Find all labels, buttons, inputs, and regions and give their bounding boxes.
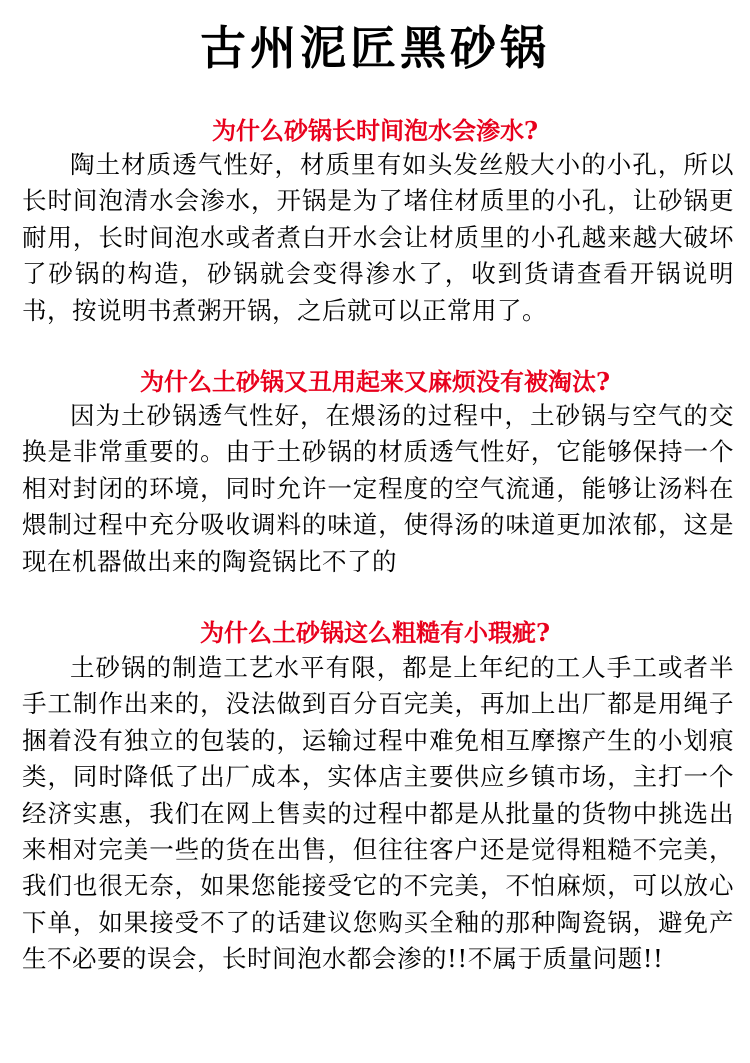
section-body-rough-flaws: 土砂锅的制造工艺水平有限，都是上年纪的工人手工或者半手工制作出来的，没法做到百分百完美，再加上出厂都是用绳子捆着没有独立的包装的，运输过程中难免相互摩擦产生的小划痕类，同时降低了出厂成本，实体店主要供应乡镇市场，主打一个经济实惠，我们在网上售卖的过程中都是从批量的货物中挑选出来相对完美一些的货在出售，但往往客户还是觉得粗糙不完美，我们也很无奈，如果您能接受它的不完美，不怕麻烦，可以放心下单，如果接受不了的话建议您购买全釉的那种陶瓷锅，避免产生不必要的误会，长时间泡水都会渗的!!不属于质量问题!! (22, 653, 734, 974)
section-body-not-eliminated: 因为土砂锅透气性好，在煨汤的过程中，土砂锅与空气的交换是非常重要的。由于土砂锅的材质透气性好，它能够保持一个相对封闭的环境，同时允许一定程度的空气流通，能够让汤料在煨制过程中充分吸收调料的味道，使得汤的味道更加浓郁，这是现在机器做出来的陶瓷锅比不了的 (22, 401, 734, 576)
section-heading-rough-flaws: 为什么土砂锅这么粗糙有小瑕疵? (199, 618, 551, 647)
section-body-water-seepage: 陶土材质透气性好，材质里有如头发丝般大小的小孔，所以长时间泡清水会渗水，开锅是为了堵住材质里的小孔，让砂锅更耐用，长时间泡水或者煮白开水会让材质里的小孔越来越大破坏了砂锅的构造，砂锅就会变得渗水了，收到货请查看开锅说明书，按说明书煮粥开锅，之后就可以正常用了。 (22, 150, 734, 325)
section-heading-water-seepage: 为什么砂锅长时间泡水会渗水? (211, 116, 539, 145)
section-heading-not-eliminated: 为什么土砂锅又丑用起来又麻烦没有被淘汰? (139, 367, 611, 396)
page-title: 古州泥匠黑砂锅 (200, 21, 550, 75)
